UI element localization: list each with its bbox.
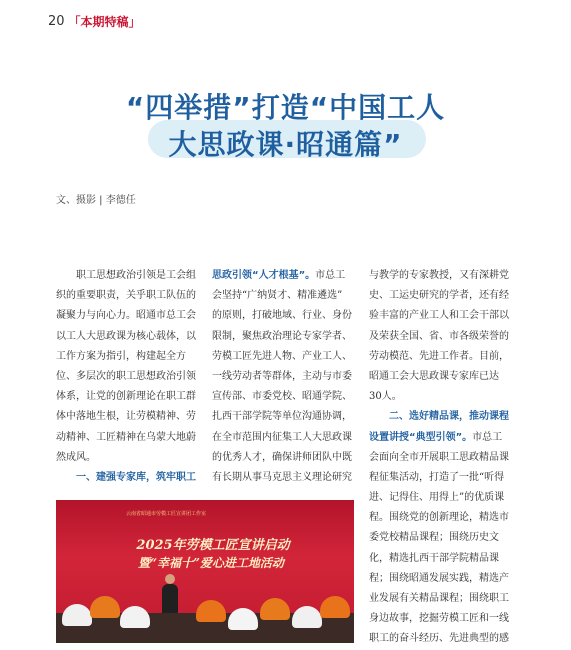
byline: 文、摄影 | 李德任 (56, 195, 136, 206)
text-line: 在全市范围内征集工人大思政课 (212, 431, 352, 443)
text-line: 然成风。 (56, 451, 96, 463)
text-line: 市总工 (472, 431, 503, 443)
page-header (48, 12, 141, 30)
text-line: 身边故事，挖掘劳模工匠和一线 (369, 613, 509, 625)
text-line: 以工人大思政课为核心载体，以 (56, 330, 196, 342)
title-line-1: “四举措”打造“中国工人 (125, 91, 446, 124)
banner-title-line-1: 2025年劳模工匠宣讲启动 (136, 538, 290, 553)
text-line: 业发展有关精品课程；围绕职工 (369, 593, 509, 604)
text-line: 动精神、工匠精神在乌蒙大地蔚 (56, 431, 196, 443)
text-line: 化，精选扎西干部学院精品课 (369, 552, 499, 564)
helmet-icon (320, 596, 350, 618)
article-title (0, 78, 571, 178)
text-line: 程；围绕昭通发展实践，精选产 (369, 572, 509, 584)
text-line: 市总工 (315, 270, 346, 281)
text-line: 及荣获全国、省、市各级荣誉的 (369, 330, 509, 342)
text-line: 体中落地生根，让劳模精神、劳 (56, 411, 196, 423)
text-line: 扎西干部学院等单位沟通协调， (212, 411, 352, 423)
helmet-icon (90, 596, 120, 618)
text-line: 昭通工会大思政课专家库已达 (369, 370, 499, 382)
text-line: 进、记得住、用得上”的优质课 (369, 492, 505, 504)
text-line: 劳动模范、先进工作者。目前， (369, 350, 509, 362)
title-line-2: 大思政课·昭通篇” (168, 128, 403, 161)
banner-organizer: 云南省昭通市劳模工匠宣讲团工作室 (126, 511, 207, 517)
text-line: 限制，聚焦政治理论专家学者、 (212, 330, 352, 342)
text-line: 30人。 (369, 391, 402, 403)
page-number: 20 (48, 13, 65, 29)
text-line: 的优秀人才，确保讲师团队中既 (212, 451, 352, 463)
text-line: 委党校精品课程；围绕历史文 (369, 532, 499, 544)
helmet-icon (260, 598, 290, 620)
text-line: 会坚持“广纳贤才、精准遴选” (212, 290, 343, 302)
text-line: 凝聚力与向心力。昭通市总工会 (56, 310, 196, 322)
text-line: 职工思想政治引领是工会组 (56, 270, 196, 281)
text-line: 有长期从事马克思主义理论研究 (212, 471, 352, 483)
section-heading-1: 一、建强专家库，筑牢职工 (56, 471, 196, 483)
column-1 (56, 266, 202, 488)
text-line: 劳模工匠先进人物、产业工人、 (212, 350, 352, 362)
column-2 (212, 266, 358, 488)
text-line: 位、多层次的职工思想政治引领 (56, 370, 196, 382)
text-line: 程征集活动，打造了一批“听得 (369, 471, 505, 483)
text-line: 程。围绕党的创新理论，精选市 (369, 512, 509, 524)
text-line: 职工的奋斗经历、先进典型的感 (369, 633, 509, 645)
text-line: 一线劳动者等群体，主动与市委 (212, 370, 352, 382)
event-photo (56, 500, 354, 643)
helmet-icon (292, 606, 322, 628)
helmet-icon (62, 604, 92, 626)
column-3 (369, 266, 515, 650)
section-heading-1-cont: 思政引领“人才根基”。 (212, 270, 316, 281)
section-heading-2: 二、选好精品课，推动课程 (369, 411, 509, 423)
helmet-icon (120, 606, 150, 628)
helmet-icon (228, 608, 258, 630)
text-line: 史、工运史研究的学者，还有经 (369, 290, 509, 302)
text-line: 宣传部、市委党校、昭通学院、 (212, 391, 352, 403)
helmet-icon (196, 600, 226, 622)
text-line: 的原则，打破地域、行业、身份 (212, 310, 352, 322)
text-line: 织的重要职责，关乎职工队伍的 (56, 290, 196, 302)
text-line: 验丰富的产业工人和工会干部以 (369, 310, 509, 322)
text-line: 会面向全市开展职工思政精品课 (369, 451, 509, 463)
banner-title-line-2: 暨“幸福十”爱心进工地活动 (138, 556, 284, 570)
section-heading-2-cont: 设置讲授“典型引领”。 (369, 431, 473, 443)
text-line: 体系，让党的创新理论在职工群 (56, 391, 196, 403)
section-tag: 「本期特稿」 (68, 14, 141, 29)
text-line: 工作方案为指引，构建起全方 (56, 350, 186, 362)
text-line: 与教学的专家教授，又有深耕党 (369, 270, 509, 281)
